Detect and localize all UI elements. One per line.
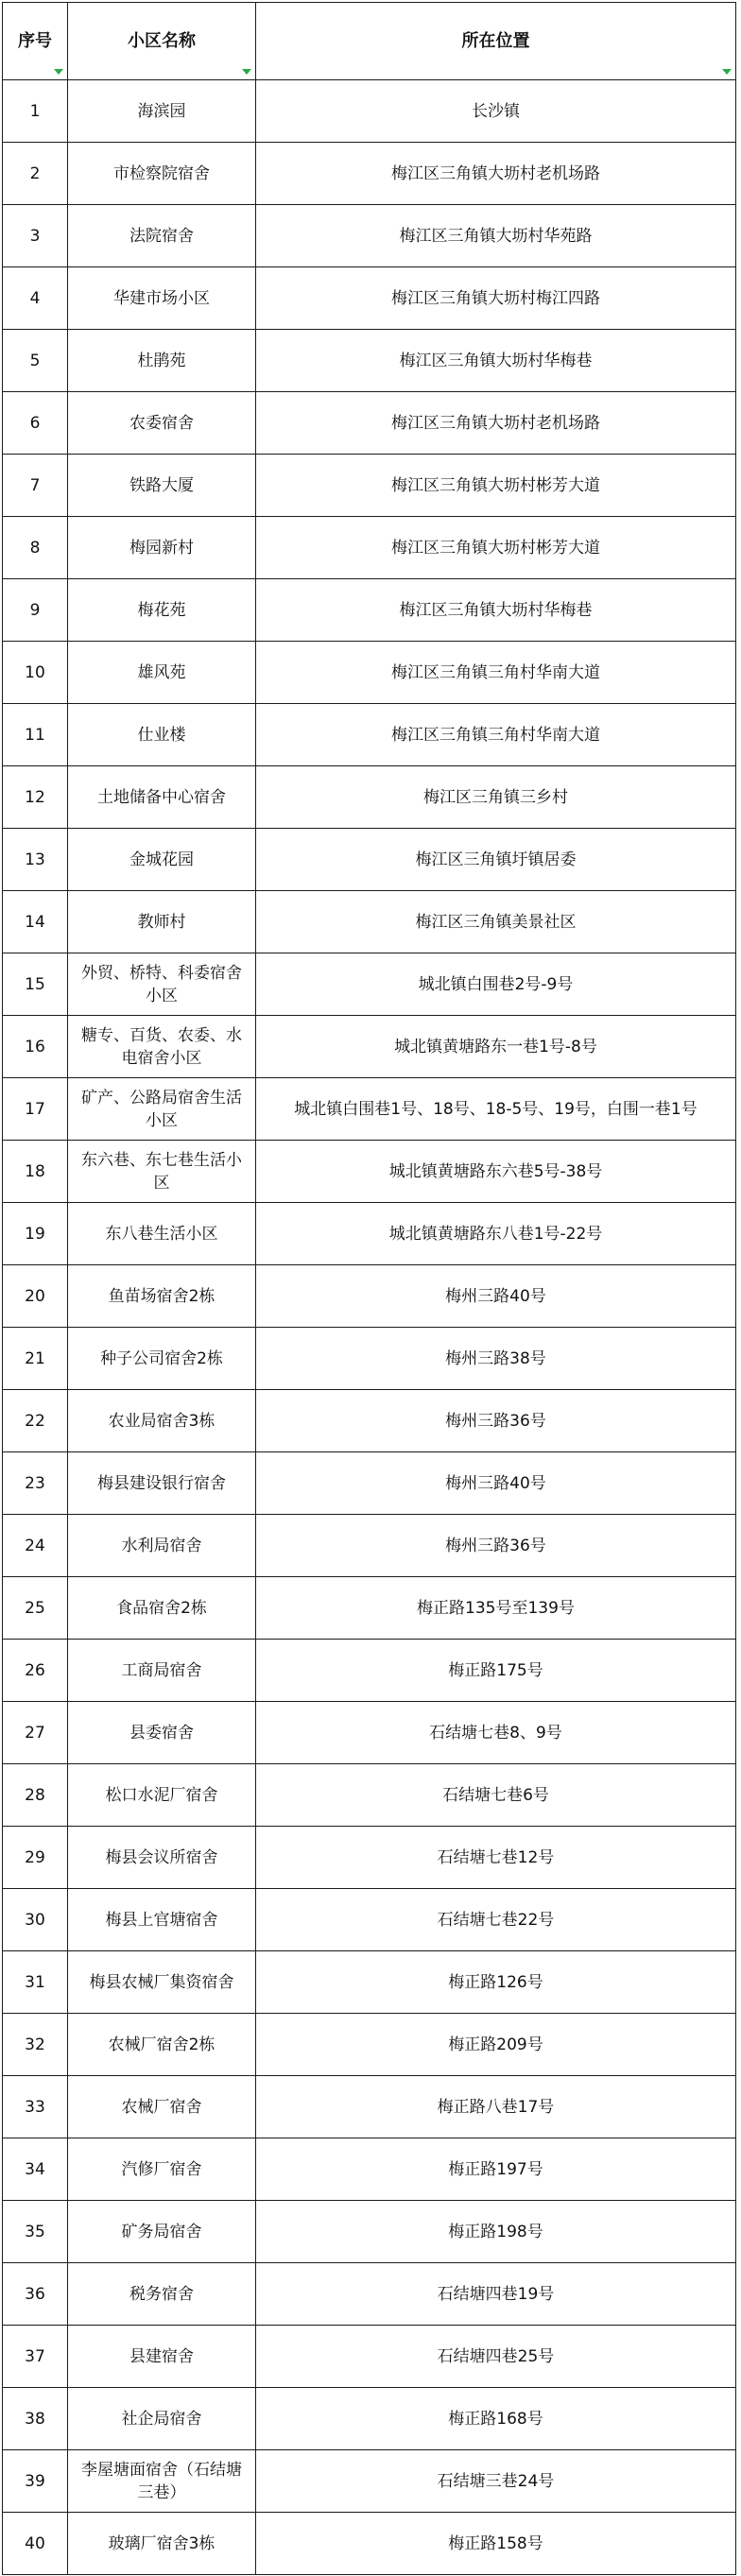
cell-community-name[interactable]: 铁路大厦	[68, 455, 256, 517]
filter-dropdown-icon[interactable]	[242, 69, 251, 75]
cell-serial-number[interactable]: 4	[3, 267, 68, 330]
table-row	[3, 642, 736, 704]
table-row	[3, 891, 736, 953]
cell-location[interactable]: 梅州三路38号	[256, 1328, 736, 1390]
table-row	[3, 1141, 736, 1203]
cell-location[interactable]: 梅正路135号至139号	[256, 1577, 736, 1640]
cell-serial-number[interactable]: 36	[3, 2263, 68, 2326]
cell-community-name[interactable]: 梅花苑	[68, 579, 256, 642]
cell-community-name[interactable]: 市检察院宿舍	[68, 143, 256, 205]
cell-location[interactable]: 梅江区三角镇大坜村彬芳大道	[256, 517, 736, 579]
header-label: 小区名称	[128, 30, 196, 51]
cell-serial-number[interactable]: 9	[3, 579, 68, 642]
cell-serial-number[interactable]: 18	[3, 1141, 68, 1203]
cell-location[interactable]: 梅江区三角镇三角村华南大道	[256, 704, 736, 766]
cell-serial-number[interactable]: 15	[3, 953, 68, 1016]
table-row	[3, 2326, 736, 2388]
cell-serial-number[interactable]: 40	[3, 2513, 68, 2575]
cell-location[interactable]: 城北镇黄塘路东六巷5号-38号	[256, 1141, 736, 1203]
cell-serial-number[interactable]: 31	[3, 1951, 68, 2014]
cell-location[interactable]: 梅州三路36号	[256, 1515, 736, 1577]
table-row	[3, 579, 736, 642]
table-row	[3, 1951, 736, 2014]
cell-location[interactable]: 城北镇白围巷2号-9号	[256, 953, 736, 1016]
cell-location[interactable]: 梅正路198号	[256, 2201, 736, 2263]
cell-serial-number[interactable]: 8	[3, 517, 68, 579]
table-row	[3, 1078, 736, 1141]
cell-serial-number[interactable]: 7	[3, 455, 68, 517]
cell-location[interactable]: 梅江区三角镇圩镇居委	[256, 829, 736, 891]
cell-serial-number[interactable]: 27	[3, 1702, 68, 1764]
cell-community-name[interactable]: 李屋塘面宿舍（石结塘三巷）	[68, 2450, 256, 2513]
table-row	[3, 1577, 736, 1640]
cell-serial-number[interactable]: 20	[3, 1265, 68, 1328]
cell-community-name[interactable]: 种子公司宿舍2栋	[68, 1328, 256, 1390]
cell-location[interactable]: 长沙镇	[256, 80, 736, 143]
cell-serial-number[interactable]: 19	[3, 1203, 68, 1265]
cell-location[interactable]: 石结塘七巷8、9号	[256, 1702, 736, 1764]
cell-community-name[interactable]: 糖专、百货、农委、水电宿舍小区	[68, 1016, 256, 1078]
cell-serial-number[interactable]: 2	[3, 143, 68, 205]
cell-community-name[interactable]: 汽修厂宿舍	[68, 2138, 256, 2201]
cell-community-name[interactable]: 金城花园	[68, 829, 256, 891]
cell-community-name[interactable]: 梅县会议所宿舍	[68, 1827, 256, 1889]
table-row	[3, 1702, 736, 1764]
table-row	[3, 2138, 736, 2201]
cell-serial-number[interactable]: 21	[3, 1328, 68, 1390]
table-row	[3, 392, 736, 455]
table-row	[3, 1640, 736, 1702]
cell-location[interactable]: 梅正路209号	[256, 2014, 736, 2076]
cell-serial-number[interactable]: 12	[3, 766, 68, 829]
cell-serial-number[interactable]: 14	[3, 891, 68, 953]
cell-serial-number[interactable]: 25	[3, 1577, 68, 1640]
cell-serial-number[interactable]: 34	[3, 2138, 68, 2201]
cell-serial-number[interactable]: 17	[3, 1078, 68, 1141]
cell-location[interactable]: 梅正路175号	[256, 1640, 736, 1702]
cell-serial-number[interactable]: 24	[3, 1515, 68, 1577]
cell-location[interactable]: 梅江区三角镇大坜村梅江四路	[256, 267, 736, 330]
cell-community-name[interactable]: 梅县上官塘宿舍	[68, 1889, 256, 1951]
table-row	[3, 267, 736, 330]
cell-location[interactable]: 梅正路158号	[256, 2513, 736, 2575]
cell-community-name[interactable]: 东六巷、东七巷生活小区	[68, 1141, 256, 1203]
cell-location[interactable]: 梅江区三角镇大坜村华苑路	[256, 205, 736, 267]
filter-dropdown-icon[interactable]	[54, 69, 63, 75]
cell-community-name[interactable]: 食品宿舍2栋	[68, 1577, 256, 1640]
table-row	[3, 1452, 736, 1515]
table-row	[3, 80, 736, 143]
cell-serial-number[interactable]: 23	[3, 1452, 68, 1515]
table-row	[3, 2388, 736, 2450]
cell-serial-number[interactable]: 38	[3, 2388, 68, 2450]
cell-location[interactable]: 石结塘七巷22号	[256, 1889, 736, 1951]
table-row	[3, 1203, 736, 1265]
cell-location[interactable]: 梅州三路36号	[256, 1390, 736, 1452]
cell-community-name[interactable]: 海滨园	[68, 80, 256, 143]
cell-community-name[interactable]: 矿务局宿舍	[68, 2201, 256, 2263]
cell-serial-number[interactable]: 22	[3, 1390, 68, 1452]
cell-community-name[interactable]: 梅县建设银行宿舍	[68, 1452, 256, 1515]
cell-location[interactable]: 梅江区三角镇大坜村老机场路	[256, 392, 736, 455]
table-row	[3, 2450, 736, 2513]
cell-community-name[interactable]: 县建宿舍	[68, 2326, 256, 2388]
cell-location[interactable]: 梅江区三角镇大坜村老机场路	[256, 143, 736, 205]
cell-serial-number[interactable]: 35	[3, 2201, 68, 2263]
header-label: 所在位置	[461, 30, 530, 51]
table-row	[3, 2513, 736, 2575]
cell-serial-number[interactable]: 29	[3, 1827, 68, 1889]
cell-location[interactable]: 梅州三路40号	[256, 1265, 736, 1328]
cell-serial-number[interactable]: 5	[3, 330, 68, 392]
cell-community-name[interactable]: 仕业楼	[68, 704, 256, 766]
cell-location[interactable]: 梅正路197号	[256, 2138, 736, 2201]
cell-location[interactable]: 城北镇黄塘路东一巷1号-8号	[256, 1016, 736, 1078]
cell-community-name[interactable]: 雄风苑	[68, 642, 256, 704]
table-row	[3, 766, 736, 829]
table-row	[3, 205, 736, 267]
table-body	[3, 80, 736, 2575]
cell-location[interactable]: 石结塘四巷25号	[256, 2326, 736, 2388]
cell-location[interactable]: 梅江区三角镇美景社区	[256, 891, 736, 953]
header-label: 序号	[18, 30, 52, 51]
cell-location[interactable]: 石结塘七巷6号	[256, 1764, 736, 1827]
cell-community-name[interactable]: 松口水泥厂宿舍	[68, 1764, 256, 1827]
table-row	[3, 2076, 736, 2138]
cell-community-name[interactable]: 玻璃厂宿舍3栋	[68, 2513, 256, 2575]
table-row	[3, 704, 736, 766]
cell-location[interactable]: 梅江区三角镇三乡村	[256, 766, 736, 829]
filter-dropdown-icon[interactable]	[722, 69, 732, 75]
cell-location[interactable]: 梅正路168号	[256, 2388, 736, 2450]
table-row	[3, 2263, 736, 2326]
cell-location[interactable]: 石结塘四巷19号	[256, 2263, 736, 2326]
header-row	[3, 3, 736, 80]
cell-serial-number[interactable]: 28	[3, 1764, 68, 1827]
cell-community-name[interactable]: 县委宿舍	[68, 1702, 256, 1764]
cell-serial-number[interactable]: 6	[3, 392, 68, 455]
cell-serial-number[interactable]: 39	[3, 2450, 68, 2513]
table-row	[3, 143, 736, 205]
cell-community-name[interactable]: 鱼苗场宿舍2栋	[68, 1265, 256, 1328]
cell-serial-number[interactable]: 11	[3, 704, 68, 766]
cell-location[interactable]: 梅江区三角镇大坜村彬芳大道	[256, 455, 736, 517]
cell-location[interactable]: 梅州三路40号	[256, 1452, 736, 1515]
cell-community-name[interactable]: 外贸、桥特、科委宿舍小区	[68, 953, 256, 1016]
table-row	[3, 829, 736, 891]
cell-serial-number[interactable]: 32	[3, 2014, 68, 2076]
cell-location[interactable]: 石结塘三巷24号	[256, 2450, 736, 2513]
cell-location[interactable]: 梅正路126号	[256, 1951, 736, 2014]
table-row	[3, 1515, 736, 1577]
table-row	[3, 1827, 736, 1889]
cell-serial-number[interactable]: 13	[3, 829, 68, 891]
table-row	[3, 330, 736, 392]
cell-serial-number[interactable]: 16	[3, 1016, 68, 1078]
cell-community-name[interactable]: 水利局宿舍	[68, 1515, 256, 1577]
cell-location[interactable]: 梅正路八巷17号	[256, 2076, 736, 2138]
cell-location[interactable]: 梅江区三角镇大坜村华梅巷	[256, 579, 736, 642]
header-serial-number	[3, 3, 68, 80]
table-row	[3, 1328, 736, 1390]
table-row	[3, 517, 736, 579]
cell-serial-number[interactable]: 26	[3, 1640, 68, 1702]
header-location	[256, 3, 736, 80]
cell-community-name[interactable]: 杜鹃苑	[68, 330, 256, 392]
cell-community-name[interactable]: 农业局宿舍3栋	[68, 1390, 256, 1452]
table-row	[3, 2014, 736, 2076]
cell-community-name[interactable]: 农械厂宿舍	[68, 2076, 256, 2138]
cell-serial-number[interactable]: 37	[3, 2326, 68, 2388]
cell-serial-number[interactable]: 33	[3, 2076, 68, 2138]
cell-location[interactable]: 梅江区三角镇三角村华南大道	[256, 642, 736, 704]
cell-community-name[interactable]: 工商局宿舍	[68, 1640, 256, 1702]
cell-community-name[interactable]: 教师村	[68, 891, 256, 953]
cell-community-name[interactable]: 梅园新村	[68, 517, 256, 579]
cell-serial-number[interactable]: 3	[3, 205, 68, 267]
table-row	[3, 1889, 736, 1951]
community-table	[2, 2, 736, 2575]
cell-community-name[interactable]: 社企局宿舍	[68, 2388, 256, 2450]
cell-location[interactable]: 城北镇白围巷1号、18号、18-5号、19号，白围一巷1号	[256, 1078, 736, 1141]
cell-location[interactable]: 城北镇黄塘路东八巷1号-22号	[256, 1203, 736, 1265]
cell-community-name[interactable]: 法院宿舍	[68, 205, 256, 267]
cell-location[interactable]: 石结塘七巷12号	[256, 1827, 736, 1889]
cell-community-name[interactable]: 农械厂宿舍2栋	[68, 2014, 256, 2076]
table-row	[3, 2201, 736, 2263]
cell-location[interactable]: 梅江区三角镇大坜村华梅巷	[256, 330, 736, 392]
cell-community-name[interactable]: 税务宿舍	[68, 2263, 256, 2326]
header-community-name	[68, 3, 256, 80]
cell-serial-number[interactable]: 10	[3, 642, 68, 704]
table-row	[3, 1016, 736, 1078]
cell-serial-number[interactable]: 30	[3, 1889, 68, 1951]
cell-community-name[interactable]: 矿产、公路局宿舍生活小区	[68, 1078, 256, 1141]
table-row	[3, 1265, 736, 1328]
cell-community-name[interactable]: 土地储备中心宿舍	[68, 766, 256, 829]
table-row	[3, 1764, 736, 1827]
table-row	[3, 953, 736, 1016]
table-row	[3, 455, 736, 517]
cell-community-name[interactable]: 华建市场小区	[68, 267, 256, 330]
table-row	[3, 1390, 736, 1452]
cell-serial-number[interactable]: 1	[3, 80, 68, 143]
cell-community-name[interactable]: 东八巷生活小区	[68, 1203, 256, 1265]
cell-community-name[interactable]: 梅县农械厂集资宿舍	[68, 1951, 256, 2014]
cell-community-name[interactable]: 农委宿舍	[68, 392, 256, 455]
